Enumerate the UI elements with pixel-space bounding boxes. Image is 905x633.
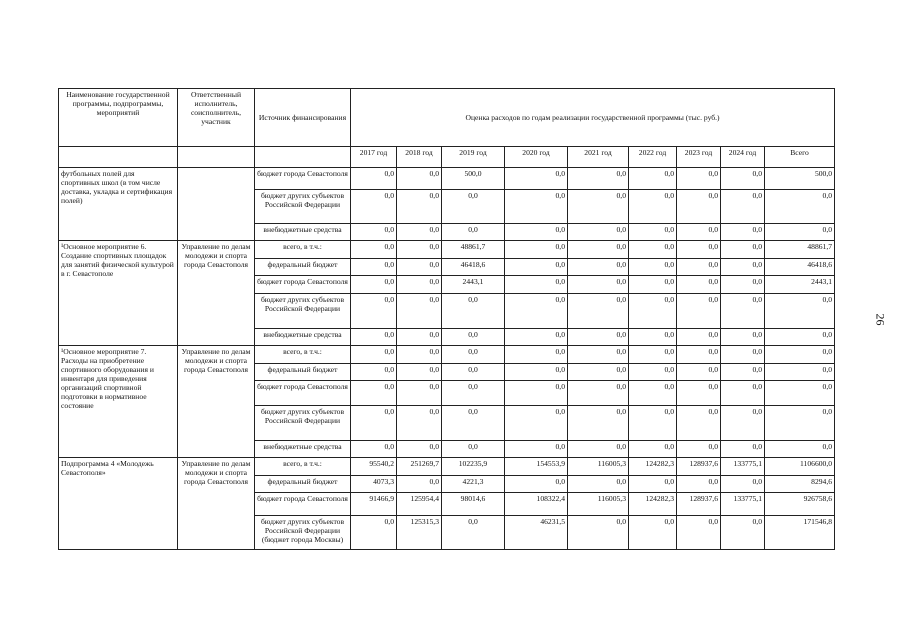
program-name: ¹Основное мероприятие 6. Создание спортивных площадок для занятий физической культурой в г. Севастополе — [59, 241, 178, 346]
year-header: 2021 год — [568, 147, 629, 168]
budget-table — [58, 88, 835, 550]
amount-cell: 91466,9 — [351, 493, 397, 516]
amount-cell: 0,0 — [568, 168, 629, 190]
amount-cell: 0,0 — [397, 441, 442, 458]
funding-source: бюджет города Севастополя — [255, 168, 351, 190]
funding-source: внебюджетные средства — [255, 329, 351, 346]
amount-cell: 0,0 — [721, 241, 765, 259]
amount-cell: 0,0 — [505, 441, 568, 458]
amount-cell: 0,0 — [629, 259, 677, 276]
amount-cell: 0,0 — [505, 241, 568, 259]
amount-cell: 0,0 — [351, 224, 397, 241]
amount-cell: 108322,4 — [505, 493, 568, 516]
table-row — [59, 346, 835, 364]
amount-cell: 2443,1 — [442, 276, 505, 294]
amount-cell: 133775,1 — [721, 458, 765, 476]
amount-cell: 0,0 — [629, 241, 677, 259]
amount-cell: 0,0 — [677, 441, 721, 458]
amount-cell: 0,0 — [442, 224, 505, 241]
amount-cell: 0,0 — [351, 406, 397, 441]
amount-cell: 0,0 — [397, 364, 442, 381]
year-header: 2017 год — [351, 147, 397, 168]
amount-cell: 133775,1 — [721, 493, 765, 516]
amount-cell: 500,0 — [765, 168, 835, 190]
amount-cell: 4073,3 — [351, 476, 397, 493]
amount-cell: 0,0 — [677, 241, 721, 259]
amount-cell: 0,0 — [765, 381, 835, 406]
amount-cell: 4221,3 — [442, 476, 505, 493]
funding-source: внебюджетные средства — [255, 224, 351, 241]
header-responsible: Ответственный исполнитель, соисполнитель, участник — [178, 89, 255, 147]
amount-cell: 0,0 — [442, 441, 505, 458]
amount-cell: 0,0 — [629, 224, 677, 241]
amount-cell: 0,0 — [568, 364, 629, 381]
amount-cell: 0,0 — [721, 294, 765, 329]
amount-cell: 0,0 — [505, 406, 568, 441]
amount-cell: 0,0 — [442, 294, 505, 329]
header-estimate: Оценка расходов по годам реализации государственной программы (тыс. руб.) — [351, 89, 835, 147]
amount-cell: 0,0 — [351, 329, 397, 346]
amount-cell: 0,0 — [629, 406, 677, 441]
amount-cell: 0,0 — [765, 329, 835, 346]
responsible-executor — [178, 168, 255, 241]
amount-cell: 0,0 — [629, 476, 677, 493]
year-header: 2023 год — [677, 147, 721, 168]
table-row — [59, 241, 835, 259]
amount-cell: 0,0 — [677, 476, 721, 493]
amount-cell: 0,0 — [721, 364, 765, 381]
funding-source: федеральный бюджет — [255, 364, 351, 381]
amount-cell: 0,0 — [505, 276, 568, 294]
amount-cell: 0,0 — [351, 190, 397, 224]
amount-cell: 0,0 — [677, 294, 721, 329]
amount-cell: 0,0 — [442, 516, 505, 550]
amount-cell: 0,0 — [442, 190, 505, 224]
amount-cell: 0,0 — [351, 364, 397, 381]
amount-cell: 0,0 — [765, 224, 835, 241]
funding-source: бюджет других субъектов Российской Федерации — [255, 406, 351, 441]
amount-cell: 171546,8 — [765, 516, 835, 550]
amount-cell: 0,0 — [351, 294, 397, 329]
funding-source: всего, в т.ч.: — [255, 458, 351, 476]
program-name: ¹Основное мероприятие 7. Расходы на приобретение спортивного оборудования и инвентаря для приведения организаций спортивной подготовки в нормативное состояние — [59, 346, 178, 458]
program-name: Подпрограмма 4 «Молодежь Севастополя» — [59, 458, 178, 550]
amount-cell: 0,0 — [568, 224, 629, 241]
amount-cell: 0,0 — [397, 168, 442, 190]
amount-cell: 0,0 — [568, 259, 629, 276]
amount-cell: 0,0 — [397, 190, 442, 224]
amount-cell: 0,0 — [629, 294, 677, 329]
amount-cell: 46418,6 — [765, 259, 835, 276]
year-header: 2018 год — [397, 147, 442, 168]
amount-cell: 0,0 — [629, 516, 677, 550]
amount-cell: 0,0 — [397, 241, 442, 259]
table-row — [59, 458, 835, 476]
amount-cell: 0,0 — [568, 381, 629, 406]
amount-cell: 0,0 — [765, 190, 835, 224]
amount-cell: 0,0 — [629, 346, 677, 364]
amount-cell: 0,0 — [568, 329, 629, 346]
amount-cell: 0,0 — [721, 346, 765, 364]
amount-cell: 0,0 — [397, 224, 442, 241]
amount-cell: 48861,7 — [442, 241, 505, 259]
table-body — [59, 168, 835, 550]
amount-cell: 0,0 — [721, 190, 765, 224]
amount-cell: 128937,6 — [677, 458, 721, 476]
amount-cell: 0,0 — [351, 259, 397, 276]
amount-cell: 8294,6 — [765, 476, 835, 493]
amount-cell: 0,0 — [629, 190, 677, 224]
funding-source: бюджет города Севастополя — [255, 276, 351, 294]
amount-cell: 0,0 — [568, 241, 629, 259]
year-blank-2 — [178, 147, 255, 168]
funding-source: федеральный бюджет — [255, 476, 351, 493]
amount-cell: 0,0 — [765, 441, 835, 458]
amount-cell: 0,0 — [505, 259, 568, 276]
year-header: 2020 год — [505, 147, 568, 168]
header-source: Источник финансирования — [255, 89, 351, 147]
amount-cell: 0,0 — [677, 168, 721, 190]
amount-cell: 0,0 — [721, 224, 765, 241]
amount-cell: 116005,3 — [568, 458, 629, 476]
amount-cell: 0,0 — [442, 406, 505, 441]
responsible-executor: Управление по делам молодежи и спорта города Севастополя — [178, 458, 255, 550]
amount-cell: 0,0 — [568, 276, 629, 294]
amount-cell: 0,0 — [677, 364, 721, 381]
amount-cell: 48861,7 — [765, 241, 835, 259]
year-header: 2024 год — [721, 147, 765, 168]
amount-cell: 0,0 — [505, 168, 568, 190]
amount-cell: 1106600,0 — [765, 458, 835, 476]
amount-cell: 0,0 — [397, 476, 442, 493]
amount-cell: 0,0 — [765, 294, 835, 329]
amount-cell: 0,0 — [397, 294, 442, 329]
amount-cell: 0,0 — [568, 190, 629, 224]
responsible-executor: Управление по делам молодежи и спорта города Севастополя — [178, 241, 255, 346]
amount-cell: 125315,3 — [397, 516, 442, 550]
amount-cell: 0,0 — [568, 406, 629, 441]
amount-cell: 124282,3 — [629, 458, 677, 476]
amount-cell: 0,0 — [505, 190, 568, 224]
amount-cell: 0,0 — [397, 381, 442, 406]
amount-cell: 0,0 — [629, 329, 677, 346]
amount-cell: 0,0 — [568, 516, 629, 550]
amount-cell: 46231,5 — [505, 516, 568, 550]
amount-cell: 0,0 — [351, 168, 397, 190]
amount-cell: 0,0 — [677, 516, 721, 550]
responsible-executor: Управление по делам молодежи и спорта города Севастополя — [178, 346, 255, 458]
funding-source: всего, в т.ч.: — [255, 346, 351, 364]
amount-cell: 0,0 — [442, 329, 505, 346]
amount-cell: 46418,6 — [442, 259, 505, 276]
amount-cell: 102235,9 — [442, 458, 505, 476]
amount-cell: 0,0 — [351, 346, 397, 364]
amount-cell: 154553,9 — [505, 458, 568, 476]
funding-source: бюджет города Севастополя — [255, 493, 351, 516]
amount-cell: 0,0 — [442, 364, 505, 381]
amount-cell: 0,0 — [351, 381, 397, 406]
amount-cell: 0,0 — [351, 276, 397, 294]
year-blank-3 — [255, 147, 351, 168]
amount-cell: 0,0 — [677, 259, 721, 276]
amount-cell: 0,0 — [721, 406, 765, 441]
amount-cell: 0,0 — [397, 346, 442, 364]
amount-cell: 0,0 — [721, 259, 765, 276]
amount-cell: 128937,6 — [677, 493, 721, 516]
amount-cell: 0,0 — [568, 346, 629, 364]
amount-cell: 0,0 — [677, 190, 721, 224]
amount-cell: 0,0 — [721, 381, 765, 406]
funding-source: бюджет других субъектов Российской Федерации — [255, 294, 351, 329]
funding-source: бюджет других субъектов Российской Федерации (бюджет города Москвы) — [255, 516, 351, 550]
amount-cell: 251269,7 — [397, 458, 442, 476]
amount-cell: 0,0 — [442, 346, 505, 364]
funding-source: внебюджетные средства — [255, 441, 351, 458]
amount-cell: 0,0 — [765, 346, 835, 364]
amount-cell: 0,0 — [397, 276, 442, 294]
amount-cell: 0,0 — [629, 381, 677, 406]
amount-cell: 0,0 — [721, 441, 765, 458]
amount-cell: 2443,1 — [765, 276, 835, 294]
funding-source: бюджет других субъектов Российской Федерации — [255, 190, 351, 224]
amount-cell: 0,0 — [677, 406, 721, 441]
amount-cell: 0,0 — [629, 441, 677, 458]
program-name: футбольных полей для спортивных школ (в том числе доставка, укладка и сертификация полей) — [59, 168, 178, 241]
year-row — [59, 147, 835, 168]
funding-source: федеральный бюджет — [255, 259, 351, 276]
amount-cell: 0,0 — [677, 346, 721, 364]
amount-cell: 0,0 — [505, 294, 568, 329]
amount-cell: 0,0 — [629, 168, 677, 190]
amount-cell: 124282,3 — [629, 493, 677, 516]
amount-cell: 0,0 — [351, 441, 397, 458]
year-header: 2022 год — [629, 147, 677, 168]
amount-cell: 0,0 — [568, 441, 629, 458]
amount-cell: 0,0 — [677, 381, 721, 406]
amount-cell: 0,0 — [568, 476, 629, 493]
amount-cell: 0,0 — [765, 406, 835, 441]
amount-cell: 0,0 — [505, 476, 568, 493]
year-header: 2019 год — [442, 147, 505, 168]
funding-source: бюджет города Севастополя — [255, 381, 351, 406]
amount-cell: 500,0 — [442, 168, 505, 190]
amount-cell: 0,0 — [721, 516, 765, 550]
amount-cell: 0,0 — [765, 364, 835, 381]
amount-cell: 0,0 — [721, 476, 765, 493]
amount-cell: 0,0 — [677, 224, 721, 241]
amount-cell: 0,0 — [721, 329, 765, 346]
amount-cell: 0,0 — [677, 329, 721, 346]
amount-cell: 0,0 — [629, 364, 677, 381]
amount-cell: 0,0 — [397, 329, 442, 346]
amount-cell: 0,0 — [721, 276, 765, 294]
page-number: 26 — [873, 313, 888, 326]
amount-cell: 0,0 — [442, 381, 505, 406]
amount-cell: 0,0 — [351, 241, 397, 259]
amount-cell: 125954,4 — [397, 493, 442, 516]
amount-cell: 0,0 — [505, 364, 568, 381]
amount-cell: 0,0 — [505, 329, 568, 346]
amount-cell: 0,0 — [629, 276, 677, 294]
amount-cell: 98014,6 — [442, 493, 505, 516]
header-name: Наименование государственной программы, подпрограммы, мероприятий — [59, 89, 178, 147]
amount-cell: 0,0 — [505, 381, 568, 406]
amount-cell: 0,0 — [505, 224, 568, 241]
funding-source: всего, в т.ч.: — [255, 241, 351, 259]
year-blank-1 — [59, 147, 178, 168]
amount-cell: 0,0 — [568, 294, 629, 329]
amount-cell: 0,0 — [721, 168, 765, 190]
amount-cell: 0,0 — [397, 406, 442, 441]
table-header — [59, 89, 835, 168]
amount-cell: 0,0 — [351, 516, 397, 550]
amount-cell: 116005,3 — [568, 493, 629, 516]
amount-cell: 0,0 — [677, 276, 721, 294]
amount-cell: 95540,2 — [351, 458, 397, 476]
amount-cell: 926758,6 — [765, 493, 835, 516]
amount-cell: 0,0 — [505, 346, 568, 364]
year-header: Всего — [765, 147, 835, 168]
table-row — [59, 168, 835, 190]
amount-cell: 0,0 — [397, 259, 442, 276]
